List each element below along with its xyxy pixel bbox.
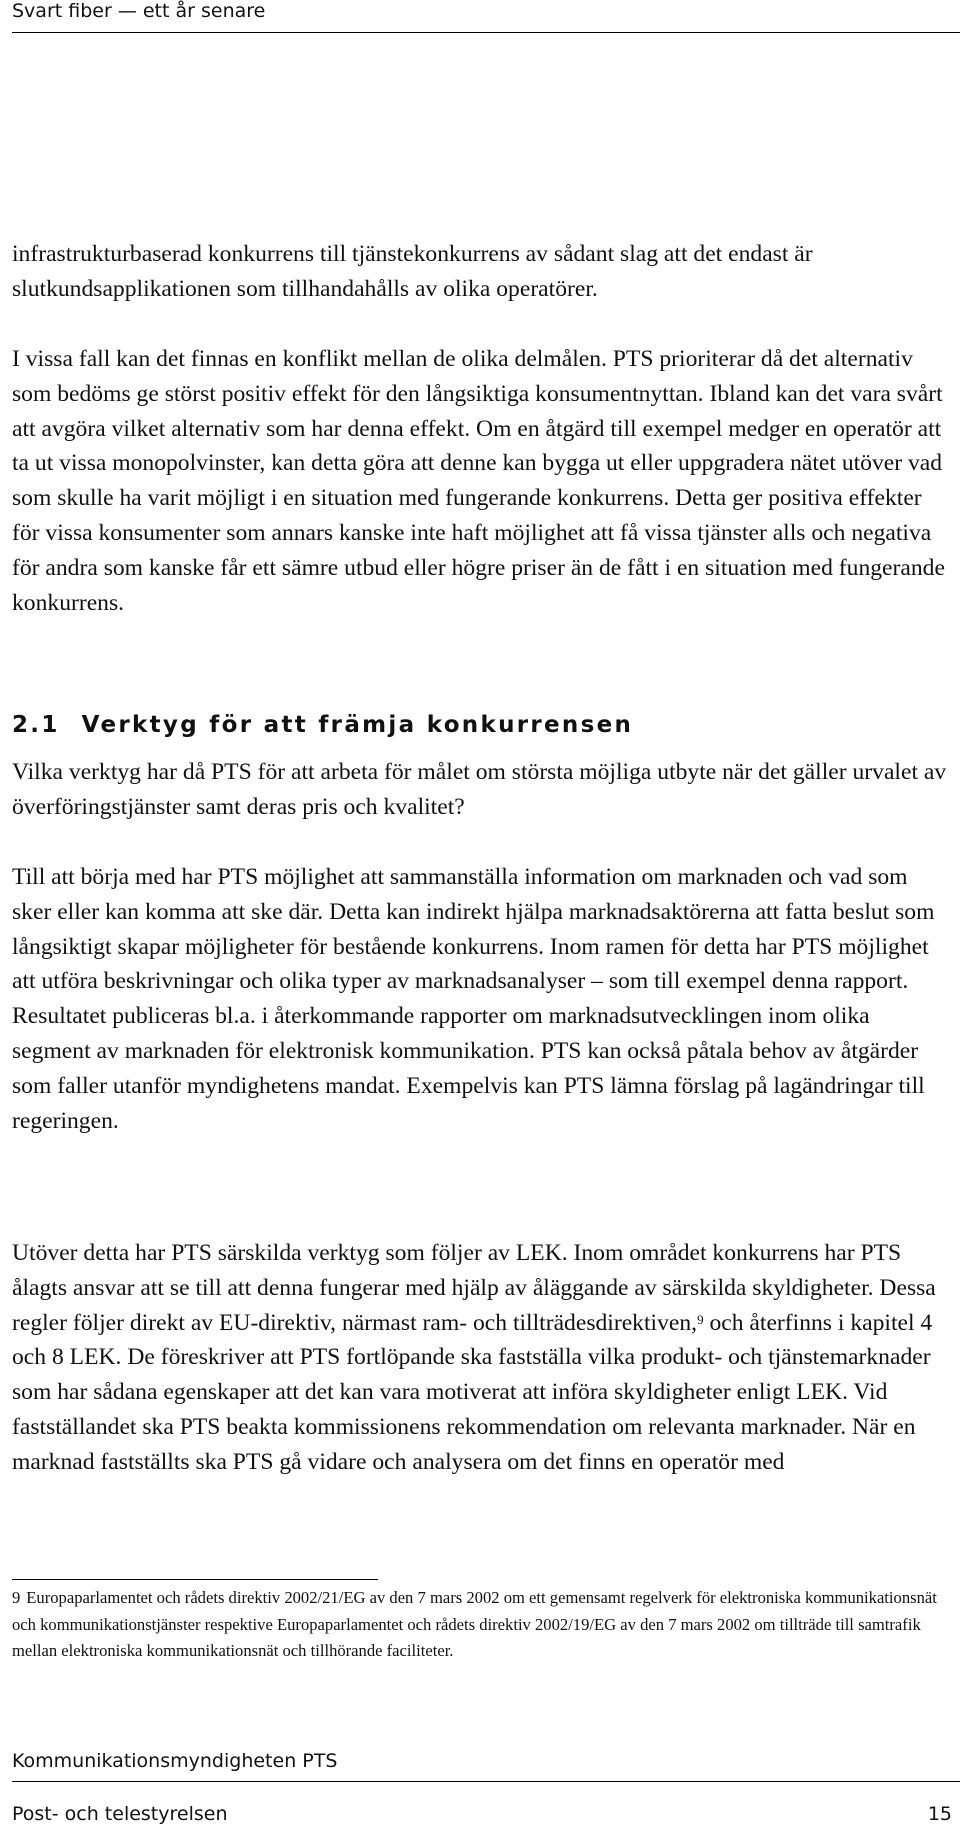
header-rule xyxy=(12,32,960,33)
paragraph-1 xyxy=(12,237,952,307)
section-number: 2.1 xyxy=(12,712,60,738)
paragraph-2 xyxy=(12,342,952,620)
paragraph-1-text: infrastrukturbaserad konkurrens till tjänstekonkurrens av sådant slag att det endast är slutkundsapplikationen som tillhandahålls av olika operatörer. xyxy=(12,241,813,302)
footnote-rule xyxy=(12,1579,378,1580)
paragraph-2-text: I vissa fall kan det finnas en konflikt mellan de olika delmålen. PTS prioriterar då det alternativ som bedöms ge störst positiv effekt för den långsiktiga konsumentnyttan. Ibland kan det vara svårt att avgöra vilket alternativ som har denna effekt. Om en åtgärd till exempel medger en operatör att ta ut vissa monopolvinster, kan detta göra att denne kan bygga ut eller uppgradera nätet utöver vad som skulle ha varit möjligt i en situation med fungerande konkurrens. Detta ger positiva effekter för vissa konsumenter som annars kanske inte haft möjlighet att få vissa tjänster alls och negativa för andra som kanske får ett sämre utbud eller högre priser än de fått i en situation med fungerande konkurrens. xyxy=(12,346,945,616)
paragraph-4 xyxy=(12,860,952,1138)
paragraph-5 xyxy=(12,1236,952,1480)
paragraph-3 xyxy=(12,755,952,825)
running-header: Svart fiber — ett år senare xyxy=(12,0,266,22)
paragraph-3-text: Vilka verktyg har då PTS för att arbeta för målet om största möjliga utbyte när det gäller urvalet av överföringstjänster samt deras pris och kvalitet? xyxy=(12,759,947,820)
paragraph-5-part-2: och återfinns i kapitel 4 och 8 LEK. De föreskriver att PTS fortlöpande ska fastställa vilka produkt- och tjänstemarknader som har sådana egenskaper att det kan vara motiverat att införa skyldigheter enligt LEK. Vid fastställandet ska PTS beakta kommissionens rekommendation om relevanta marknader. När en marknad fastställts ska PTS gå vidare och analysera om det finns en operatör med xyxy=(12,1309,933,1475)
footnote-number: 9 xyxy=(12,1588,21,1607)
paragraph-4-text: Till att börja med har PTS möjlighet att sammanställa information om marknaden och vad som sker eller kan komma att ske där. Detta kan indirekt hjälpa marknadsaktörerna att fatta beslut som långsiktigt skapar möjligheter för bestående konkurrens. Inom ramen för detta har PTS möjlighet att utföra beskrivningar och olika typer av marknadsanalyser – som till exempel denna rapport. Resultatet publiceras bl.a. i återkommande rapporter om marknadsutvecklingen inom olika segment av marknaden för elektronisk kommunikation. PTS kan också påtala behov av åtgärder som faller utanför myndighetens mandat. Exempelvis kan PTS lämna förslag på lagändringar till regeringen. xyxy=(12,864,935,1134)
footnote xyxy=(12,1585,947,1665)
paragraph-5-text xyxy=(12,1236,952,1480)
footnote-text: Europaparlamentet och rådets direktiv 2002/21/EG av den 7 mars 2002 om ett gemensamt regelverk för elektroniska kommunikationsnät och kommunikationstjänster respektive Europaparlamentet och rådets direktiv 2002/19/EG av den 7 mars 2002 om tillträde till samtrafik mellan elektroniska kommunikationsnät och tillhörande faciliteter. xyxy=(12,1588,937,1660)
footnote-reference[interactable]: 9 xyxy=(697,1311,704,1327)
section-title: Verktyg för att främja konkurrensen xyxy=(81,712,634,738)
footer-organization: Kommunikationsmyndigheten PTS xyxy=(12,1750,338,1772)
page-number: 15 xyxy=(927,1803,952,1825)
paragraph-5-part-1: Utöver detta har PTS särskilda verktyg som följer av LEK. Inom området konkurrens har PTS ålagts ansvar att se till att denna fungerar med hjälp av åläggande av särskilda skyldigheter. Dessa regler följer direkt av EU-direktiv, närmast ram- och tillträdesdirektiven, xyxy=(12,1240,936,1336)
footer-publisher: Post- och telestyrelsen xyxy=(12,1803,228,1825)
footer-rule xyxy=(12,1781,960,1782)
section-heading xyxy=(12,712,633,738)
